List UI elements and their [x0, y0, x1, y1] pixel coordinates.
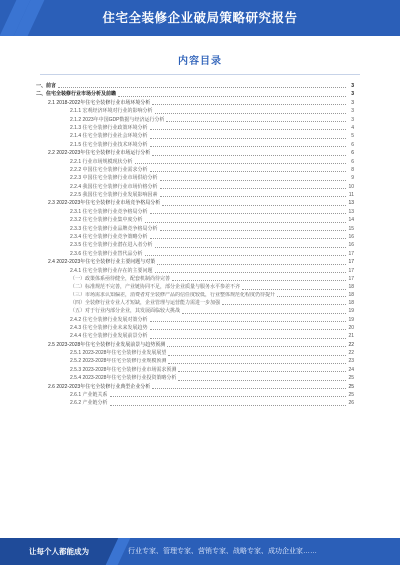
toc-entry[interactable] — [36, 174, 354, 182]
page-header — [0, 0, 400, 36]
toc-entry[interactable] — [36, 250, 354, 258]
toc-entry[interactable] — [36, 366, 354, 374]
toc-entry-title: 2.2.4 我国住宅全装修行业市场价格分析 — [70, 183, 158, 190]
toc-page-number: 8 — [351, 166, 354, 173]
toc-entry[interactable] — [36, 107, 354, 115]
toc-entry[interactable] — [36, 258, 354, 266]
toc-dot-leader — [110, 405, 346, 406]
table-of-contents — [36, 82, 354, 408]
toc-dot-leader — [110, 396, 346, 397]
toc-entry-title: 2.3.6 住宅全装修行业替代品分析 — [70, 250, 143, 257]
toc-entry[interactable] — [36, 267, 354, 275]
toc-entry-title: （四）全装修行业专业人才短缺，企业管理与运营能力需进一步加强 — [70, 299, 221, 306]
toc-entry[interactable] — [36, 358, 354, 366]
toc-dot-leader — [167, 346, 346, 347]
toc-entry[interactable] — [36, 316, 354, 324]
toc-entry[interactable] — [36, 399, 354, 407]
toc-entry[interactable] — [36, 99, 354, 107]
toc-entry[interactable] — [36, 183, 354, 191]
toc-page-number: 9 — [351, 175, 354, 182]
toc-entry[interactable] — [36, 324, 354, 332]
toc-entry[interactable] — [36, 292, 354, 299]
toc-entry-title: 2.6.1 产业链关系 — [70, 392, 108, 399]
toc-dot-leader — [178, 371, 346, 372]
toc-entry-title: 2.2 2022-2023年住宅全装修行业市场运行分析 — [48, 150, 151, 157]
toc-entry[interactable] — [36, 216, 354, 224]
toc-dot-leader — [168, 355, 346, 356]
report-title: 住宅全装修企业破局策略研究报告 — [102, 11, 298, 25]
toc-page-number: 23 — [348, 358, 354, 365]
toc-dot-leader — [58, 87, 346, 88]
toc-entry-title: （三）市场需求认知偏差，消费者对全装修产品的信任度较低，行业整体规范化程度仍待提升 — [70, 291, 276, 298]
toc-dot-leader — [178, 380, 346, 381]
toc-entry-title: 2.2.2 中国住宅全装修行业需求分析 — [70, 166, 148, 173]
toc-page-number: 6 — [351, 141, 354, 148]
toc-entry-title: 2.5.2 2023-2028年住宅全装修行业规模预测 — [70, 358, 167, 365]
toc-page-number: 3 — [351, 99, 354, 106]
toc-dot-leader — [172, 280, 346, 281]
toc-dot-leader — [152, 155, 346, 156]
toc-page-number: 25 — [348, 375, 354, 382]
toc-dot-leader — [150, 329, 346, 330]
toc-page-number: 17 — [348, 267, 354, 274]
toc-entry-title: （二）标准规范不完善，产业链协同不足，部分企业质量与服务水平参差不齐 — [70, 284, 241, 291]
toc-dot-leader — [150, 321, 346, 322]
toc-dot-leader — [150, 146, 346, 147]
toc-page-number: 11 — [348, 192, 354, 199]
toc-dot-leader — [277, 296, 346, 297]
toc-entry[interactable] — [36, 341, 354, 349]
toc-entry-title: 2.2.1 行业市场规模现状分析 — [70, 158, 133, 165]
toc-entry[interactable] — [36, 283, 354, 291]
toc-entry[interactable] — [36, 158, 354, 166]
toc-entry-title: 2.2.5 我国住宅全装修行业发展影响因素 — [70, 192, 158, 199]
toc-page-number: 14 — [348, 217, 354, 224]
toc-dot-leader — [160, 230, 346, 231]
footer-tagline: 行业专家、管理专家、营销专家、战略专家、成功企业家…… — [128, 548, 317, 555]
toc-entry[interactable] — [36, 307, 354, 315]
toc-page-number: 19 — [348, 308, 354, 315]
toc-entry[interactable] — [36, 82, 354, 90]
toc-dot-leader — [150, 338, 346, 339]
toc-entry-title: 2.4 2022-2023年住宅全装修行业主要问题与对策 — [48, 259, 156, 266]
toc-page-number: 13 — [348, 208, 354, 215]
toc-entry[interactable] — [36, 299, 354, 307]
toc-entry[interactable] — [36, 332, 354, 340]
toc-entry-title: 一、前言 — [36, 82, 57, 89]
toc-entry-title: 2.5.4 2023-2028年住宅全装修行业投资策略分析 — [70, 375, 177, 382]
toc-entry-title: （五）对于行业内部分企业，其发展面临较大挑战 — [70, 308, 181, 315]
toc-dot-leader — [162, 205, 346, 206]
toc-page-number: 10 — [348, 183, 354, 190]
toc-entry[interactable] — [36, 199, 354, 207]
footer-slogan: 让每个人都能成为 — [0, 538, 118, 565]
toc-entry[interactable] — [36, 90, 354, 98]
toc-entry[interactable] — [36, 374, 354, 382]
toc-entry-title: 2.5.3 2023-2028年住宅全装修行业市场需求预测 — [70, 366, 177, 373]
toc-entry-title: 二、住宅全装修行业市场分析及前瞻 — [36, 91, 117, 98]
toc-entry[interactable] — [36, 225, 354, 233]
toc-dot-leader — [242, 289, 346, 290]
toc-page-number: 3 — [351, 116, 354, 123]
toc-page-number: 3 — [351, 82, 354, 89]
toc-entry-title: 2.6 2022-2023年住宅全装修行业典型企业分析 — [48, 383, 151, 390]
toc-entry-title: 2.3.2 住宅全装修行业集中度分析 — [70, 217, 143, 224]
toc-dot-leader — [160, 196, 346, 197]
toc-page-number: 17 — [348, 259, 354, 266]
toc-entry[interactable] — [36, 208, 354, 216]
toc-entry-title: 2.3.4 住宅全装修行业竞争策略分析 — [70, 234, 148, 241]
toc-entry[interactable] — [36, 241, 354, 249]
toc-dot-leader — [166, 121, 346, 122]
toc-dot-leader — [150, 213, 346, 214]
toc-page-number: 21 — [348, 333, 354, 340]
toc-dot-leader — [160, 188, 346, 189]
toc-dot-leader — [168, 363, 346, 364]
toc-entry[interactable] — [36, 349, 354, 357]
toc-page-number: 18 — [348, 284, 354, 291]
toc-entry[interactable] — [36, 141, 354, 149]
toc-dot-leader — [160, 180, 346, 181]
toc-entry-title: 2.5 2023-2028年住宅全装修行业发展前景与趋势预测 — [48, 341, 166, 348]
toc-page-number: 18 — [348, 291, 354, 298]
toc-dot-leader — [182, 313, 346, 314]
toc-page-number: 25 — [348, 392, 354, 399]
toc-entry[interactable] — [36, 233, 354, 241]
toc-dot-leader — [118, 96, 346, 97]
toc-page-number: 17 — [348, 275, 354, 282]
toc-entry-title: 2.5.1 2023-2028年住宅全装修行业发展展望 — [70, 350, 167, 357]
toc-entry-title: 2.1.5 住宅全装修行业技术环境分析 — [70, 141, 148, 148]
toc-entry-title: 2.4.1 住宅全装修行业存在的主要问题 — [70, 267, 153, 274]
toc-page-number: 24 — [348, 366, 354, 373]
toc-entry-title: 2.3 2022-2023年住宅全装修行业市场竞争格局分析 — [48, 200, 161, 207]
toc-page-number: 17 — [348, 250, 354, 257]
toc-dot-leader — [222, 304, 346, 305]
toc-dot-leader — [150, 138, 346, 139]
toc-page-number: 3 — [351, 108, 354, 115]
toc-dot-leader — [135, 163, 346, 164]
toc-entry[interactable] — [36, 166, 354, 174]
toc-page-number: 19 — [348, 316, 354, 323]
toc-entry-title: 2.6.2 产业链分析 — [70, 400, 108, 407]
toc-entry-title: 2.1.4 住宅全装修行业社会环境分析 — [70, 133, 148, 140]
toc-entry-title: 2.2.3 中国住宅全装修行业市场供给分析 — [70, 175, 158, 182]
toc-page-number: 26 — [348, 400, 354, 407]
toc-heading: 内容目录 — [178, 56, 222, 67]
toc-dot-leader — [155, 272, 346, 273]
toc-page-number: 22 — [348, 341, 354, 348]
toc-entry[interactable] — [36, 191, 354, 199]
toc-entry-title: 2.4.3 住宅全装修行业未来发展趋势 — [70, 324, 148, 331]
toc-entry-title: 2.3.5 住宅全装修行业潜在进入者分析 — [70, 242, 153, 249]
toc-dot-leader — [150, 238, 346, 239]
toc-entry-title: 2.1.3 住宅全装修行业政策环境分析 — [70, 124, 148, 131]
toc-page-number: 6 — [351, 150, 354, 157]
toc-entry[interactable] — [36, 391, 354, 399]
toc-page-number: 25 — [348, 383, 354, 390]
toc-dot-leader — [145, 222, 346, 223]
toc-divider — [40, 74, 360, 75]
toc-dot-leader — [150, 129, 346, 130]
page-footer — [0, 538, 400, 565]
toc-dot-leader — [150, 171, 346, 172]
toc-entry-title: 2.3.3 住宅全装修行业品牌竞争格局分析 — [70, 225, 158, 232]
toc-entry-title: 2.4.4 住宅全装修行业发展前景分析 — [70, 333, 148, 340]
toc-page-number: 4 — [351, 124, 354, 131]
toc-page-number: 18 — [348, 299, 354, 306]
toc-entry-title: 2.4.2 住宅全装修行业发展对策分析 — [70, 316, 148, 323]
toc-entry[interactable] — [36, 124, 354, 132]
toc-dot-leader — [155, 113, 346, 114]
toc-entry-title: 2.1.2 2023年中国GDP数据与经济运行分析 — [70, 116, 165, 123]
toc-entry[interactable] — [36, 275, 354, 283]
toc-page-number: 13 — [348, 200, 354, 207]
toc-page-number: 16 — [348, 242, 354, 249]
toc-dot-leader — [152, 104, 346, 105]
toc-page-number: 6 — [351, 158, 354, 165]
toc-entry[interactable] — [36, 383, 354, 391]
toc-page-number: 3 — [351, 91, 354, 98]
toc-entry-title: 2.3.1 住宅全装修行业竞争格局分析 — [70, 208, 148, 215]
toc-page-number: 15 — [348, 225, 354, 232]
toc-entry[interactable] — [36, 132, 354, 140]
toc-entry[interactable] — [36, 149, 354, 157]
toc-page-number: 5 — [351, 133, 354, 140]
toc-entry-title: 2.1 2018-2022年住宅全装修行业市场环境分析 — [48, 99, 151, 106]
toc-page-number: 22 — [348, 350, 354, 357]
toc-dot-leader — [157, 264, 346, 265]
toc-page-number: 20 — [348, 324, 354, 331]
toc-dot-leader — [152, 388, 346, 389]
toc-entry-title: 2.1.1 宏观经济环境对行业的影响分析 — [70, 108, 153, 115]
toc-entry-title: （一）政策体系亟待健全，配套机制尚待完善 — [70, 275, 171, 282]
toc-entry[interactable] — [36, 116, 354, 124]
toc-page-number: 16 — [348, 234, 354, 241]
toc-dot-leader — [145, 255, 346, 256]
toc-dot-leader — [155, 247, 346, 248]
